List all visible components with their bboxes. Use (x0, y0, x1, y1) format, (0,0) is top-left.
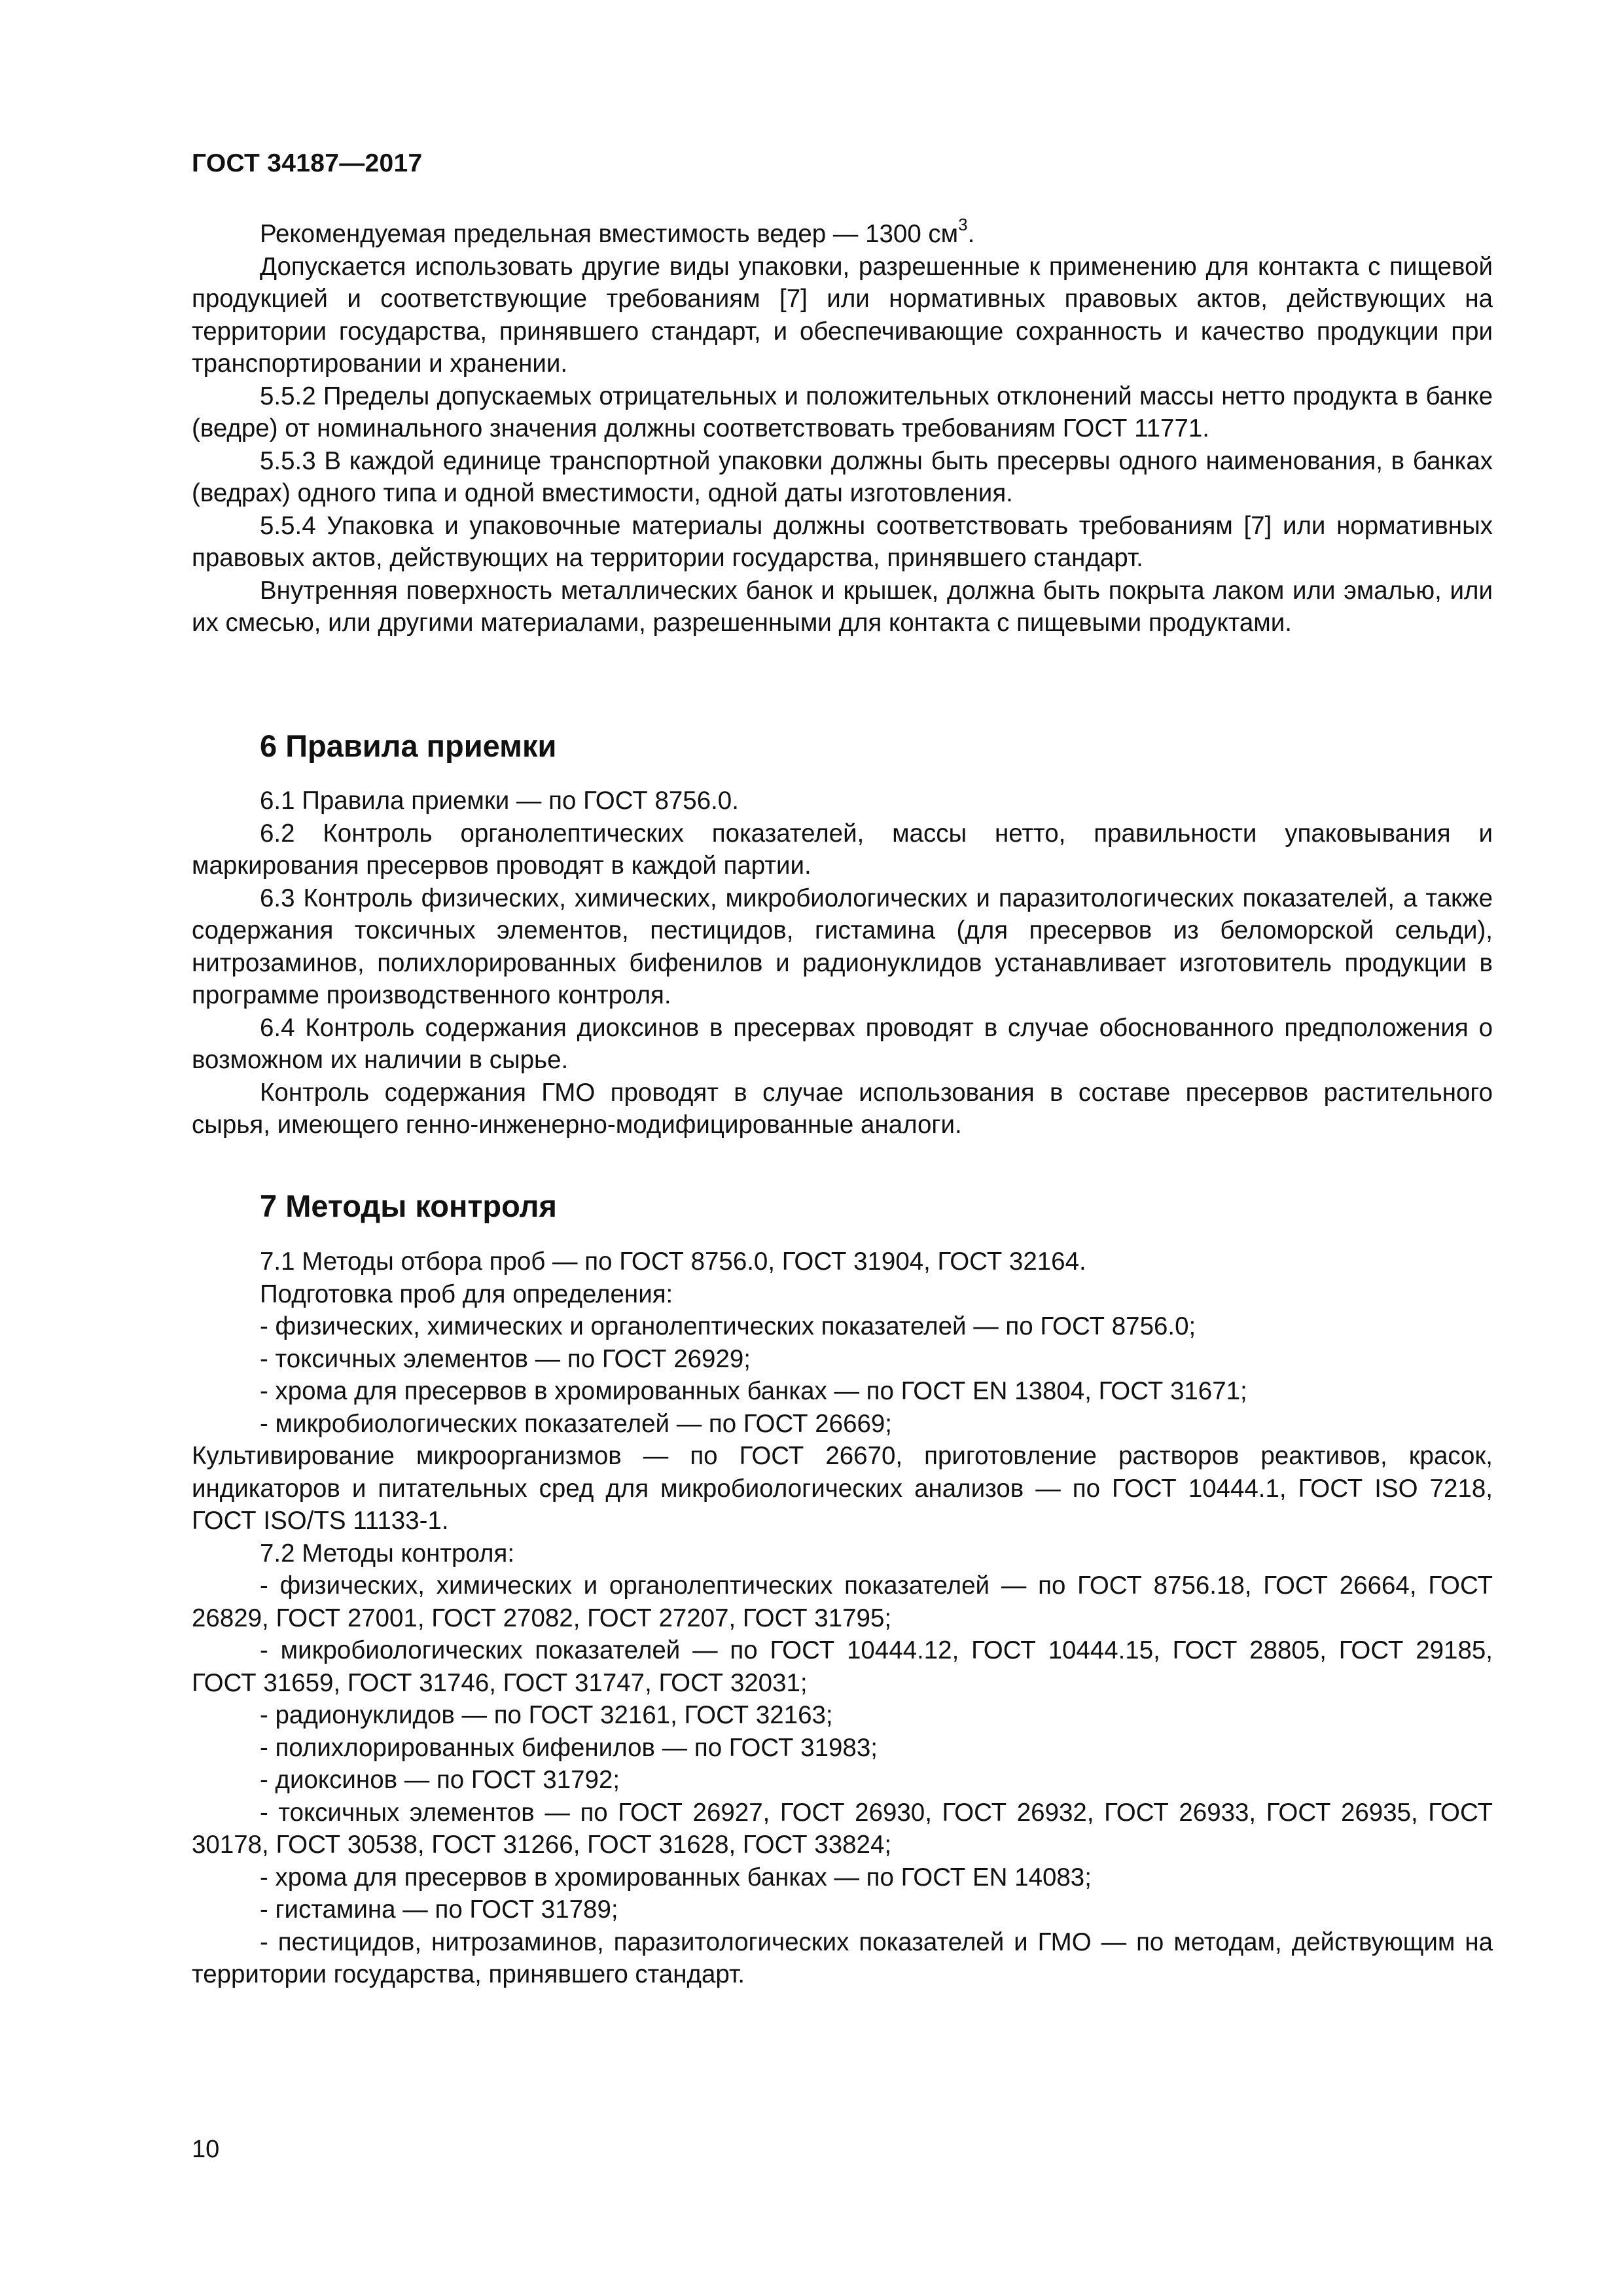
list-item: - радионуклидов — по ГОСТ 32161, ГОСТ 32163; (260, 1701, 833, 1729)
paragraph: 5.5.2 Пределы допускаемых отрицательных и положительных отклонений массы нетто продукта в банке (ведре) от номинального значения должны соответствовать требованиям ГОСТ 11771. (192, 382, 1493, 442)
list-item: - токсичных элементов — по ГОСТ 26927, ГОСТ 26930, ГОСТ 26932, ГОСТ 26933, ГОСТ 26935, ГОСТ 30178, ГОСТ 30538, ГОСТ 31266, ГОСТ 31628, ГОСТ 33824; (192, 1798, 1493, 1859)
section-7 (192, 1188, 1493, 1225)
section-7-body (192, 1246, 1493, 1991)
paragraph: 6.3 Контроль физических, химических, микробиологических и паразитологических показателей, а также содержания токсичных элементов, пестицидов, гистамина (для пресервов из беломорской сельди), нитрозаминов, полихлорированных бифенилов и радионуклидов устанавливает изготовитель продукции в программе производственного контроля. (192, 884, 1493, 1009)
document-header: ГОСТ 34187—2017 (192, 149, 423, 177)
paragraph: 5.5.4 Упаковка и упаковочные материалы должны соответствовать требованиям [7] или нормативных правовых актов, действующих на территории государства, принявшего стандарт. (192, 511, 1493, 572)
section-6-title: 6 Правила приемки (260, 728, 557, 763)
page-number: 10 (192, 2136, 220, 2163)
section-6 (192, 728, 1493, 764)
list-item: - токсичных элементов — по ГОСТ 26929; (260, 1344, 751, 1373)
list-item: - физических, химических и органолептических показателей — по ГОСТ 8756.18, ГОСТ 26664, ГОСТ 26829, ГОСТ 27001, ГОСТ 27082, ГОСТ 27207, ГОСТ 31795; (192, 1571, 1493, 1632)
list-item: - диоксинов — по ГОСТ 31792; (260, 1766, 620, 1794)
paragraph: Культивирование микроорганизмов — по ГОСТ 26670, приготовление растворов реактивов, красок, индикаторов и питательных сред для микробиологических анализов — по ГОСТ 10444.1, ГОСТ ISO 7218, ГОСТ ISO/TS 11133-1. (192, 1442, 1493, 1535)
list-item: - хрома для пресервов в хромированных банках — по ГОСТ EN 14083; (260, 1863, 1092, 1892)
paragraph: Рекомендуемая предельная вместимость ведер — 1300 $см^3$. (260, 215, 975, 248)
paragraph: 5.5.3 В каждой единице транспортной упаковки должны быть пресервы одного наименования, в банках (ведрах) одного типа и одной вместимости, одной даты изготовления. (192, 446, 1493, 507)
paragraph: Внутренняя поверхность металлических банок и крышек, должна быть покрыта лаком или эмалью, или их смесью, или другими материалами, разрешенными для контакта с пищевыми продуктами. (192, 576, 1493, 637)
list-item: - микробиологических показателей — по ГОСТ 10444.12, ГОСТ 10444.15, ГОСТ 28805, ГОСТ 29185, ГОСТ 31659, ГОСТ 31746, ГОСТ 31747, ГОСТ 32031; (192, 1636, 1493, 1697)
list-item: - микробиологических показателей — по ГОСТ 26669; (260, 1409, 892, 1438)
paragraph: 7.1 Методы отбора проб — по ГОСТ 8756.0, ГОСТ 31904, ГОСТ 32164. (260, 1247, 1086, 1276)
list-item: - физических, химических и органолептических показателей — по ГОСТ 8756.0; (260, 1312, 1196, 1340)
section-5-continuation (192, 215, 1493, 639)
paragraph: Допускается использовать другие виды упаковки, разрешенные к применению для контакта с пищевой продукцией и соответствующие требованиям [7] или нормативных правовых актов, действующих на территории государства, принявшего стандарт, и обеспечивающие сохранность и качество продукции при транспортировании и хранении. (192, 252, 1493, 378)
paragraph: 7.2 Методы контроля: (260, 1539, 515, 1568)
list-item: - хрома для пресервов в хромированных банках — по ГОСТ EN 13804, ГОСТ 31671; (260, 1377, 1247, 1405)
paragraph: Подготовка проб для определения: (260, 1280, 673, 1308)
list-item: - пестицидов, нитрозаминов, паразитологических показателей и ГМО — по методам, действующим на территории государства, принявшего стандарт. (192, 1928, 1493, 1988)
list-item: - гистамина — по ГОСТ 31789; (260, 1895, 618, 1924)
paragraph: Контроль содержания ГМО проводят в случае использования в составе пресервов растительного сырья, имеющего генно-инженерно-модифицированные аналоги. (192, 1078, 1493, 1139)
paragraph: 6.1 Правила приемки — по ГОСТ 8756.0. (260, 787, 739, 815)
list-item: - полихлорированных бифенилов — по ГОСТ 31983; (260, 1733, 878, 1762)
section-6-body (192, 785, 1493, 1141)
section-7-title: 7 Методы контроля (260, 1189, 557, 1223)
paragraph: 6.2 Контроль органолептических показателей, массы нетто, правильности упаковывания и маркирования пресервов проводят в каждой партии. (192, 819, 1493, 880)
paragraph: 6.4 Контроль содержания диоксинов в пресервах проводят в случае обоснованного предположения о возможном их наличии в сырье. (192, 1013, 1493, 1074)
